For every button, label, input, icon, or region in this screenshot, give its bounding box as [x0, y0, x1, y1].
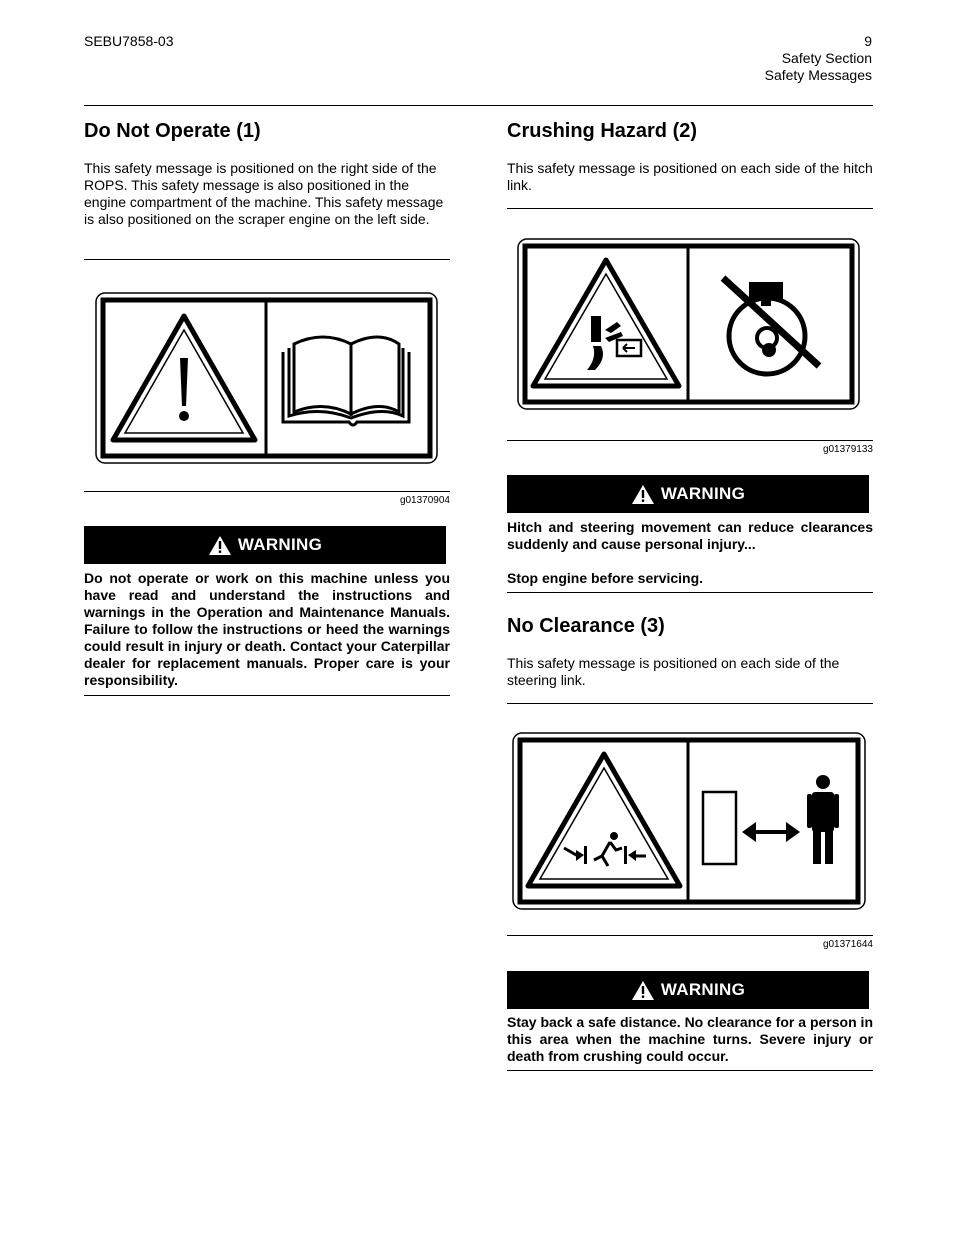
do-not-operate-title: Do Not Operate (1) [84, 120, 261, 142]
open-book-icon [283, 337, 409, 425]
page-number: 9 [864, 33, 872, 49]
warning-banner [84, 526, 446, 564]
header-divider [84, 105, 873, 106]
warning-message [84, 570, 450, 689]
divider [84, 491, 450, 492]
warning-label: WARNING [660, 484, 746, 503]
warning-triangle-icon [208, 535, 232, 556]
warning-text: Stay back a safe distance. No clearance for a person in this area when the machine turns. Severe injury or death from crushing could occur. [507, 1014, 873, 1064]
warning-text: Stop engine before servicing. [507, 570, 704, 586]
divider [84, 259, 450, 260]
divider [507, 208, 873, 209]
warning-label: WARNING [237, 535, 323, 554]
figure-id: g01371644 [822, 939, 873, 950]
no-clearance-decal [512, 732, 866, 910]
crushing-hazard-title: Crushing Hazard (2) [507, 120, 698, 142]
crushing-hazard-decal [517, 238, 860, 410]
warning-text: Hitch and steering movement can reduce clearances suddenly and cause personal injury... [507, 519, 873, 552]
do-not-operate-decal [95, 292, 438, 464]
do-not-operate-description: This safety message is positioned on the right side of the ROPS. This safety message is also positioned in the engine compartment of the machine. This safety message is also positioned on the scraper engine on the left side. [84, 160, 444, 227]
no-clearance-title: No Clearance (3) [507, 615, 665, 637]
warning-message [507, 1014, 873, 1065]
subsection-name: Safety Messages [764, 67, 872, 83]
divider [507, 935, 873, 936]
no-clearance-description: This safety message is positioned on each side of the steering link. [507, 655, 840, 688]
page-header-right [765, 33, 872, 84]
warning-banner [507, 971, 869, 1009]
document-id: SEBU7858-03 [84, 33, 174, 49]
divider [84, 695, 450, 696]
warning-message [507, 519, 873, 587]
figure-id: g01379133 [822, 444, 873, 455]
section-name: Safety Section [781, 50, 872, 66]
warning-triangle-icon [631, 484, 655, 505]
crushing-hazard-description: This safety message is positioned on each side of the hitch link. [507, 160, 873, 193]
divider [507, 1070, 873, 1071]
figure-id: g01370904 [399, 495, 450, 506]
warning-label: WARNING [660, 980, 746, 999]
warning-triangle-icon [631, 980, 655, 1001]
divider [507, 703, 873, 704]
divider [507, 592, 873, 593]
warning-banner [507, 475, 869, 513]
divider [507, 440, 873, 441]
warning-text: Do not operate or work on this machine unless you have read and understand the instructions and warnings in the Operation and Maintenance Manuals. Failure to follow the instructions or heed the warnings could result in injury or death. Contact your Caterpillar dealer for replacement manuals. Proper care is your responsibility. [84, 570, 450, 688]
